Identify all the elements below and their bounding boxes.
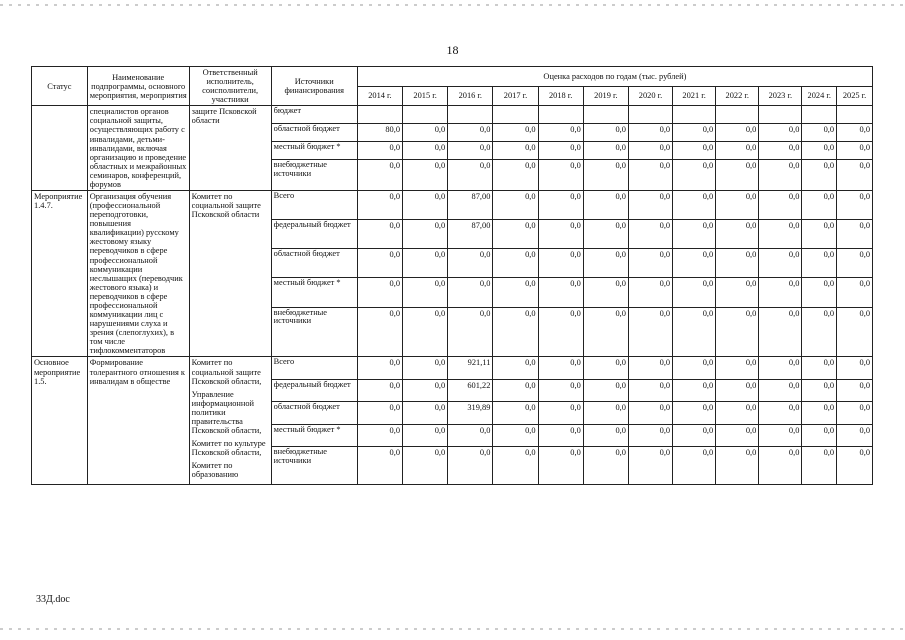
- amount-cell: [357, 106, 402, 124]
- amount-cell: 0,0: [357, 424, 402, 446]
- amount-cell: 0,0: [837, 191, 873, 220]
- header-year: 2015 г.: [403, 86, 448, 106]
- amount-cell: 0,0: [802, 402, 837, 424]
- amount-cell: 0,0: [673, 307, 716, 357]
- amount-cell: 0,0: [357, 402, 402, 424]
- amount-cell: 0,0: [357, 249, 402, 278]
- amount-cell: 0,0: [538, 278, 583, 307]
- amount-cell: [538, 106, 583, 124]
- scan-edge-top: [0, 4, 905, 6]
- amount-cell: 0,0: [673, 357, 716, 379]
- amount-cell: 0,0: [759, 191, 802, 220]
- amount-cell: 0,0: [759, 249, 802, 278]
- header-executor: Ответственный исполнитель, соисполнители, участники: [189, 67, 271, 106]
- amount-cell: 0,0: [837, 123, 873, 141]
- amount-cell: 0,0: [759, 123, 802, 141]
- amount-cell: 0,0: [673, 447, 716, 485]
- amount-cell: 0,0: [583, 160, 628, 191]
- header-status: Статус: [32, 67, 88, 106]
- amount-cell: 0,0: [759, 307, 802, 357]
- funding-source-cell: областной бюджет: [271, 249, 357, 278]
- amount-cell: 0,0: [837, 142, 873, 160]
- amount-cell: 0,0: [583, 123, 628, 141]
- amount-cell: 0,0: [837, 220, 873, 249]
- amount-cell: 0,0: [403, 249, 448, 278]
- amount-cell: 0,0: [493, 307, 538, 357]
- amount-cell: 0,0: [583, 357, 628, 379]
- header-year: 2023 г.: [759, 86, 802, 106]
- amount-cell: 0,0: [493, 160, 538, 191]
- amount-cell: 0,0: [716, 402, 759, 424]
- amount-cell: 0,0: [837, 278, 873, 307]
- amount-cell: 0,0: [538, 424, 583, 446]
- table-row: [32, 106, 873, 124]
- status-cell: Мероприятие 1.4.7.: [32, 191, 88, 357]
- executor-line: Комитет по образованию: [191, 461, 239, 480]
- amount-cell: 0,0: [802, 424, 837, 446]
- amount-cell: 0,0: [802, 191, 837, 220]
- amount-cell: 0,0: [493, 142, 538, 160]
- funding-source-cell: Всего: [271, 357, 357, 379]
- amount-cell: 0,0: [357, 220, 402, 249]
- amount-cell: 0,0: [448, 123, 493, 141]
- amount-cell: 0,0: [837, 424, 873, 446]
- amount-cell: 0,0: [538, 379, 583, 401]
- funding-source-cell: внебюджетные источники: [271, 160, 357, 191]
- amount-cell: 87,00: [448, 191, 493, 220]
- amount-cell: 0,0: [802, 278, 837, 307]
- executor-line: Управление информационной политики правительства Псковской области,: [191, 389, 262, 435]
- amount-cell: 0,0: [759, 142, 802, 160]
- amount-cell: 0,0: [837, 447, 873, 485]
- amount-cell: 0,0: [538, 220, 583, 249]
- amount-cell: 0,0: [538, 142, 583, 160]
- amount-cell: 0,0: [716, 220, 759, 249]
- amount-cell: 0,0: [583, 424, 628, 446]
- amount-cell: [403, 106, 448, 124]
- amount-cell: 0,0: [448, 424, 493, 446]
- amount-cell: 80,0: [357, 123, 402, 141]
- amount-cell: 0,0: [716, 447, 759, 485]
- footer-filename: 33Д.doc: [36, 594, 70, 605]
- amount-cell: 0,0: [802, 142, 837, 160]
- executor-cell: [189, 357, 271, 485]
- table-row: [32, 191, 873, 220]
- amount-cell: 0,0: [837, 357, 873, 379]
- executor-line: защите Псковской области: [191, 107, 257, 126]
- amount-cell: 0,0: [448, 447, 493, 485]
- amount-cell: [493, 106, 538, 124]
- amount-cell: 0,0: [403, 424, 448, 446]
- amount-cell: 0,0: [673, 278, 716, 307]
- amount-cell: 0,0: [493, 447, 538, 485]
- amount-cell: [673, 106, 716, 124]
- amount-cell: 0,0: [538, 249, 583, 278]
- amount-cell: 0,0: [448, 278, 493, 307]
- amount-cell: 0,0: [837, 160, 873, 191]
- header-year: 2017 г.: [493, 86, 538, 106]
- amount-cell: 0,0: [538, 191, 583, 220]
- amount-cell: 0,0: [716, 123, 759, 141]
- amount-cell: 0,0: [583, 447, 628, 485]
- amount-cell: 0,0: [628, 160, 672, 191]
- header-year: 2016 г.: [448, 86, 493, 106]
- amount-cell: 0,0: [538, 447, 583, 485]
- amount-cell: 0,0: [583, 142, 628, 160]
- amount-cell: 0,0: [448, 142, 493, 160]
- amount-cell: 0,0: [628, 379, 672, 401]
- amount-cell: 0,0: [716, 142, 759, 160]
- amount-cell: 0,0: [837, 307, 873, 357]
- header-expenses-title: Оценка расходов по годам (тыс. рублей): [357, 67, 872, 87]
- status-cell: [32, 106, 88, 191]
- amount-cell: 0,0: [628, 191, 672, 220]
- amount-cell: 0,0: [802, 357, 837, 379]
- table-body: [32, 106, 873, 485]
- amount-cell: 0,0: [802, 307, 837, 357]
- funding-source-cell: Всего: [271, 191, 357, 220]
- amount-cell: 0,0: [583, 278, 628, 307]
- amount-cell: 0,0: [357, 357, 402, 379]
- amount-cell: 0,0: [759, 447, 802, 485]
- amount-cell: 921,11: [448, 357, 493, 379]
- amount-cell: 0,0: [493, 249, 538, 278]
- funding-source-cell: федеральный бюджет: [271, 220, 357, 249]
- amount-cell: 0,0: [493, 220, 538, 249]
- amount-cell: 0,0: [357, 160, 402, 191]
- amount-cell: 0,0: [403, 278, 448, 307]
- amount-cell: 0,0: [357, 379, 402, 401]
- page-number: 18: [446, 43, 459, 57]
- amount-cell: 0,0: [628, 123, 672, 141]
- amount-cell: 0,0: [628, 220, 672, 249]
- amount-cell: 0,0: [802, 160, 837, 191]
- scan-edge-bottom: [0, 628, 905, 630]
- amount-cell: 0,0: [403, 447, 448, 485]
- funding-source-cell: федеральный бюджет: [271, 379, 357, 401]
- amount-cell: 0,0: [716, 357, 759, 379]
- amount-cell: 0,0: [538, 402, 583, 424]
- amount-cell: 0,0: [583, 379, 628, 401]
- header-year: 2025 г.: [837, 86, 873, 106]
- measure-name-cell: специалистов органов социальной защиты, осуществляющих работу с инвалидами, детьми-инвалидами, включая организацию и проведение областных и межрайонных семинаров, конференций, форумов: [87, 106, 189, 191]
- header-year: 2021 г.: [673, 86, 716, 106]
- executor-cell: [189, 191, 271, 357]
- amount-cell: 0,0: [759, 278, 802, 307]
- amount-cell: 0,0: [357, 307, 402, 357]
- amount-cell: 0,0: [837, 402, 873, 424]
- amount-cell: 0,0: [628, 424, 672, 446]
- amount-cell: 0,0: [628, 357, 672, 379]
- amount-cell: 0,0: [403, 402, 448, 424]
- amount-cell: 0,0: [673, 379, 716, 401]
- amount-cell: 0,0: [673, 220, 716, 249]
- executor-cell: [189, 106, 271, 191]
- amount-cell: 0,0: [538, 160, 583, 191]
- amount-cell: 0,0: [716, 379, 759, 401]
- amount-cell: 0,0: [716, 160, 759, 191]
- amount-cell: 319,89: [448, 402, 493, 424]
- amount-cell: [583, 106, 628, 124]
- amount-cell: 0,0: [628, 447, 672, 485]
- amount-cell: 0,0: [673, 402, 716, 424]
- amount-cell: 0,0: [759, 220, 802, 249]
- amount-cell: 0,0: [493, 424, 538, 446]
- funding-source-cell: бюджет: [271, 106, 357, 124]
- header-sources: Источники финансирования: [271, 67, 357, 106]
- amount-cell: 0,0: [716, 249, 759, 278]
- amount-cell: 0,0: [673, 123, 716, 141]
- amount-cell: 0,0: [583, 220, 628, 249]
- header-year: 2018 г.: [538, 86, 583, 106]
- amount-cell: 0,0: [448, 160, 493, 191]
- amount-cell: 0,0: [802, 447, 837, 485]
- amount-cell: 0,0: [493, 278, 538, 307]
- header-name: Наименование подпрограммы, основного мероприятия, мероприятия: [87, 67, 189, 106]
- funding-source-cell: местный бюджет *: [271, 424, 357, 446]
- amount-cell: 0,0: [628, 307, 672, 357]
- funding-source-cell: внебюджетные источники: [271, 307, 357, 357]
- amount-cell: 0,0: [802, 220, 837, 249]
- funding-source-cell: областной бюджет: [271, 402, 357, 424]
- executor-line: Комитет по культуре Псковской области,: [191, 439, 266, 458]
- amount-cell: 0,0: [837, 249, 873, 278]
- amount-cell: 0,0: [759, 402, 802, 424]
- amount-cell: 0,0: [357, 447, 402, 485]
- amount-cell: 0,0: [628, 402, 672, 424]
- amount-cell: 0,0: [493, 191, 538, 220]
- funding-source-cell: местный бюджет *: [271, 278, 357, 307]
- amount-cell: 0,0: [403, 379, 448, 401]
- header-year: 2019 г.: [583, 86, 628, 106]
- amount-cell: 0,0: [493, 402, 538, 424]
- header-year: 2014 г.: [357, 86, 402, 106]
- amount-cell: 0,0: [583, 402, 628, 424]
- amount-cell: 0,0: [716, 307, 759, 357]
- amount-cell: [759, 106, 802, 124]
- amount-cell: 0,0: [759, 160, 802, 191]
- amount-cell: 0,0: [448, 307, 493, 357]
- amount-cell: 0,0: [802, 379, 837, 401]
- amount-cell: 0,0: [716, 278, 759, 307]
- amount-cell: 0,0: [403, 220, 448, 249]
- amount-cell: 0,0: [538, 307, 583, 357]
- amount-cell: 0,0: [583, 249, 628, 278]
- amount-cell: 0,0: [583, 191, 628, 220]
- amount-cell: 0,0: [802, 249, 837, 278]
- table-header: [32, 67, 873, 106]
- amount-cell: 0,0: [538, 123, 583, 141]
- amount-cell: 0,0: [448, 249, 493, 278]
- amount-cell: 0,0: [837, 379, 873, 401]
- budget-table: [31, 66, 873, 485]
- amount-cell: [716, 106, 759, 124]
- amount-cell: 0,0: [493, 357, 538, 379]
- measure-name-cell: Формирование толерантного отношения к инвалидам в обществе: [87, 357, 189, 485]
- funding-source-cell: областной бюджет: [271, 123, 357, 141]
- amount-cell: 0,0: [493, 379, 538, 401]
- header-year: 2022 г.: [716, 86, 759, 106]
- amount-cell: 0,0: [673, 424, 716, 446]
- amount-cell: 0,0: [673, 191, 716, 220]
- funding-source-cell: внебюджетные источники: [271, 447, 357, 485]
- amount-cell: 0,0: [716, 424, 759, 446]
- amount-cell: 0,0: [403, 123, 448, 141]
- amount-cell: 0,0: [759, 424, 802, 446]
- amount-cell: 601,22: [448, 379, 493, 401]
- amount-cell: 0,0: [403, 160, 448, 191]
- amount-cell: 0,0: [403, 307, 448, 357]
- amount-cell: 0,0: [538, 357, 583, 379]
- amount-cell: 0,0: [759, 357, 802, 379]
- header-year: 2020 г.: [628, 86, 672, 106]
- executor-line: Комитет по социальной защите Псковской области: [191, 192, 261, 220]
- amount-cell: 0,0: [493, 123, 538, 141]
- amount-cell: 0,0: [673, 160, 716, 191]
- table-row: [32, 357, 873, 379]
- executor-line: Комитет по социальной защите Псковской области,: [191, 358, 262, 386]
- amount-cell: 0,0: [628, 142, 672, 160]
- amount-cell: [448, 106, 493, 124]
- amount-cell: [837, 106, 873, 124]
- amount-cell: 0,0: [673, 142, 716, 160]
- status-cell: Основное мероприятие 1.5.: [32, 357, 88, 485]
- header-year: 2024 г.: [802, 86, 837, 106]
- amount-cell: 0,0: [673, 249, 716, 278]
- amount-cell: 0,0: [759, 379, 802, 401]
- amount-cell: 0,0: [716, 191, 759, 220]
- amount-cell: 0,0: [403, 142, 448, 160]
- amount-cell: 0,0: [628, 249, 672, 278]
- amount-cell: 0,0: [583, 307, 628, 357]
- amount-cell: 0,0: [628, 278, 672, 307]
- amount-cell: 0,0: [403, 191, 448, 220]
- funding-source-cell: местный бюджет *: [271, 142, 357, 160]
- amount-cell: [628, 106, 672, 124]
- amount-cell: 0,0: [357, 142, 402, 160]
- measure-name-cell: Организация обучения (профессиональной переподготовки, повышения квалификации) русскому жестовому языку переводчиков в сфере профессиональной коммуникации неслышащих (переводчик жестового языка) и переводчиков в сфере профессиональной коммуникации лиц с нарушениями слуха и зрения (слепоглухих), в том числе тифлокомментаторов: [87, 191, 189, 357]
- amount-cell: [802, 106, 837, 124]
- amount-cell: 0,0: [802, 123, 837, 141]
- amount-cell: 87,00: [448, 220, 493, 249]
- amount-cell: 0,0: [357, 191, 402, 220]
- amount-cell: 0,0: [357, 278, 402, 307]
- amount-cell: 0,0: [403, 357, 448, 379]
